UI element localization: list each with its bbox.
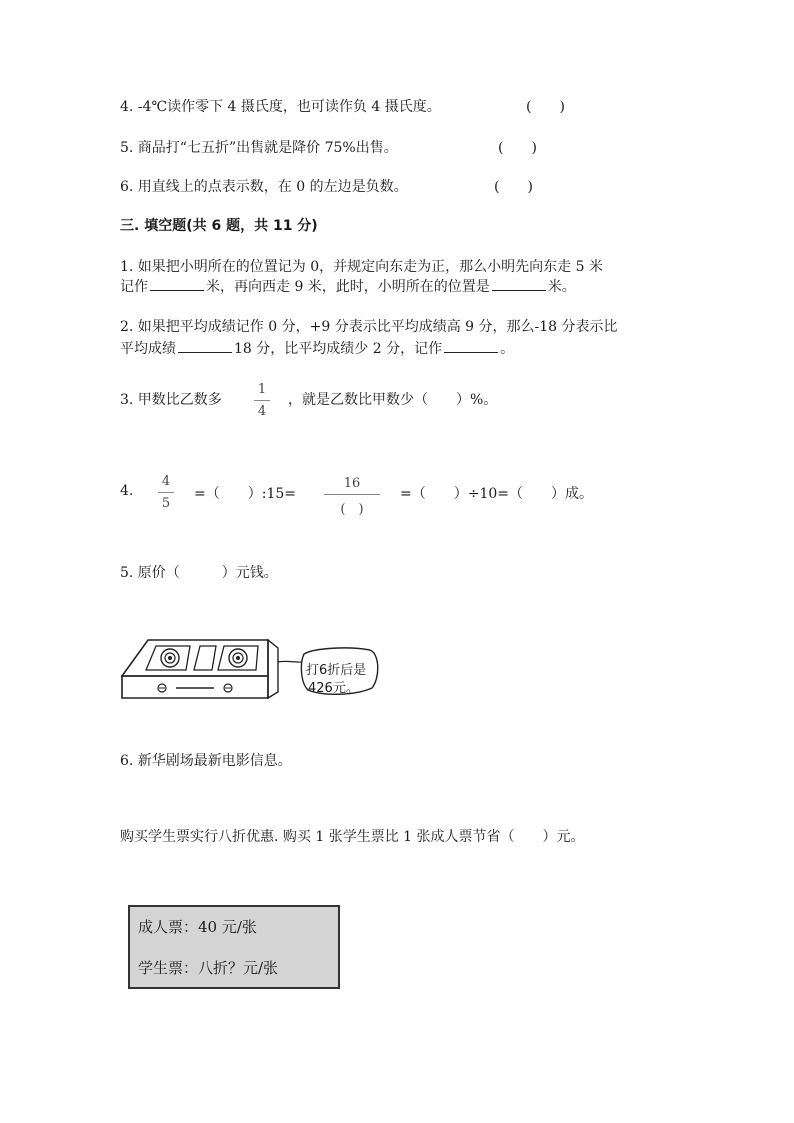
fill-q1-line1: 1. 如果把小明所在的位置记为 0，并规定向东走为正，那么小明先向东走 5 米 (120, 259, 603, 275)
judge-text: 5. 商品打“七五折”出售就是降价 75%出售。 (120, 140, 398, 156)
judge-item-5 (120, 137, 398, 157)
fill-q2-line1: 2. 如果把平均成绩记作 0 分，+9 分表示比平均成绩高 9 分，那么-18 分表示比 (120, 319, 618, 335)
fill-q6-desc: 购买学生票实行八折优惠. 购买 1 张学生票比 1 张成人票节省（ ）元。 (120, 829, 585, 845)
text-segment: 。 (500, 341, 515, 357)
ticket-info-box (128, 905, 340, 989)
answer-blank[interactable] (178, 338, 232, 353)
answer-paren[interactable]: ( ) (494, 179, 533, 195)
fraction-bar (254, 400, 270, 401)
fill-q3-b: ，就是乙数比甲数少（ ）%。 (288, 392, 498, 408)
fraction-numerator: 4 (161, 474, 171, 489)
fraction-bar (158, 492, 174, 493)
answer-blank[interactable] (492, 276, 546, 291)
fraction-numerator: 1 (257, 382, 267, 397)
text-segment: 米，再向西走 9 米，此时，小明所在的位置是 (206, 279, 490, 295)
text-segment: 米。 (547, 279, 576, 295)
fraction (158, 474, 174, 511)
section-title: 三. 填空题(共 6 题，共 11 分) (120, 218, 318, 234)
fraction-denominator[interactable]: ( ) (340, 502, 364, 517)
fill-q4-b: =（ ）÷10=（ ）成。 (400, 486, 594, 502)
judge-item-6 (120, 176, 408, 196)
fill-q3-a: 3. 甲数比乙数多 (120, 392, 222, 408)
fill-q4-number: 4. (120, 483, 134, 499)
fill-q5-text: 5. 原价（ ）元钱。 (120, 565, 278, 581)
fill-q2-line2 (120, 338, 514, 358)
price-tag-line2: 426元。 (308, 681, 359, 696)
fill-q1-line2 (120, 276, 576, 296)
text-segment: 平均成绩 (120, 341, 176, 357)
ticket-student-price: 学生票：八折？元/张 (138, 959, 279, 977)
text-segment: 18 分，比平均成绩少 2 分，记作 (234, 341, 443, 357)
fraction (254, 382, 270, 419)
fraction-numerator: 16 (343, 476, 361, 491)
price-tag-line1: 打6折后是 (306, 663, 367, 678)
fill-q4-a: =（ ）:15= (194, 486, 296, 502)
judge-text: 4. -4℃读作零下 4 摄氏度，也可读作负 4 摄氏度。 (120, 99, 441, 115)
fraction-denominator: 5 (161, 496, 171, 511)
judge-item-4 (120, 96, 441, 116)
ticket-adult-price: 成人票：40 元/张 (138, 918, 257, 936)
fraction-bar (324, 494, 380, 495)
judge-text: 6. 用直线上的点表示数，在 0 的左边是负数。 (120, 179, 408, 195)
fraction-denominator: 4 (257, 404, 267, 419)
answer-paren[interactable]: ( ) (498, 140, 537, 156)
text-segment: 记作 (120, 279, 148, 295)
fill-q6-text: 6. 新华剧场最新电影信息。 (120, 753, 292, 769)
answer-blank[interactable] (150, 276, 204, 291)
fraction (324, 476, 380, 517)
answer-blank[interactable] (444, 338, 498, 353)
answer-paren[interactable]: ( ) (526, 99, 565, 115)
